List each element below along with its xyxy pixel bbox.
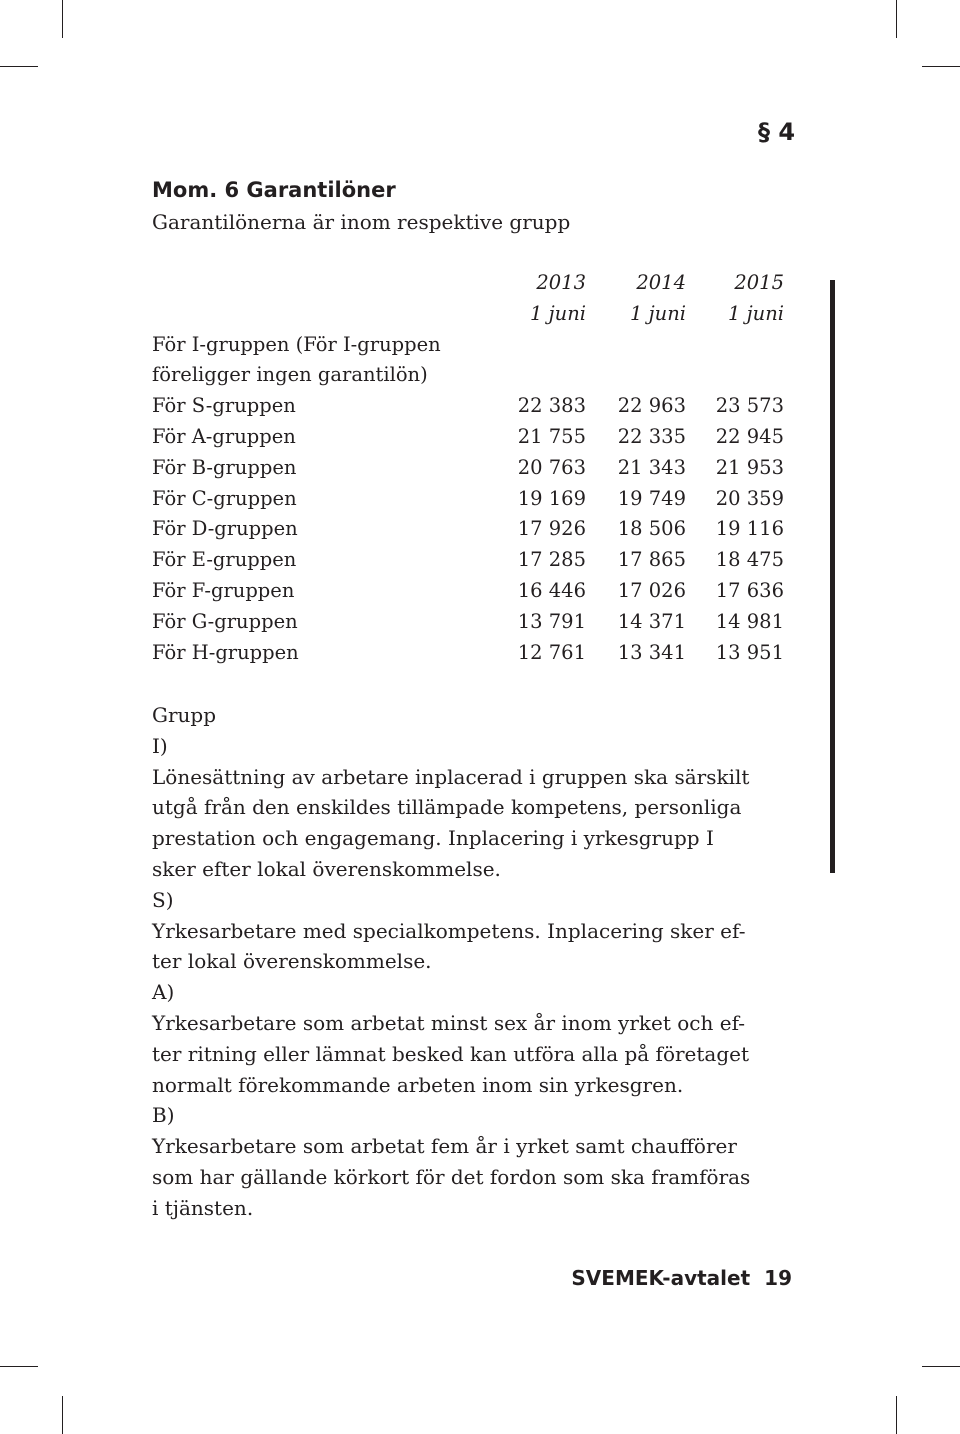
crop-mark-bottom-right-h [922, 1366, 960, 1367]
row-label: För B-gruppen [152, 455, 297, 479]
body-line: Yrkesarbetare som arbetat minst sex år inom yrket och ef- [152, 1010, 746, 1035]
row-value: 21 343 [617, 455, 686, 479]
row-value: 19 116 [715, 517, 784, 541]
row-value: 17 926 [517, 517, 586, 541]
body-line: prestation och engagemang. Inplacering i yrkesgrupp I [152, 826, 714, 851]
footer-title: SVEMEK-avtalet [571, 1266, 751, 1290]
row-value: 22 963 [617, 394, 686, 418]
table-note [152, 330, 792, 361]
row-value: 20 763 [517, 455, 586, 479]
table-row [152, 607, 792, 638]
table-row [152, 391, 792, 422]
body-line: som har gällande körkort för det fordon som ska framföras [152, 1164, 751, 1189]
crop-mark-top-right [896, 0, 897, 38]
note-line: föreligger ingen garantilön) [152, 363, 428, 387]
row-label: För E-gruppen [152, 548, 297, 572]
page-footer [571, 1266, 792, 1290]
header-date: 1 juni [629, 301, 686, 325]
row-value: 22 945 [715, 424, 784, 448]
row-value: 17 865 [617, 548, 686, 572]
table-row [152, 453, 792, 484]
row-value: 16 446 [517, 578, 586, 602]
page-number: 19 [764, 1266, 792, 1290]
row-value: 20 359 [715, 486, 784, 510]
crop-mark-top-right-h [922, 66, 960, 67]
body-line: sker efter lokal överenskommelse. [152, 856, 501, 881]
row-value: 18 506 [617, 517, 686, 541]
table-note [152, 360, 792, 391]
row-value: 21 953 [715, 455, 784, 479]
row-value: 21 755 [517, 424, 586, 448]
body-line: I) [152, 733, 168, 758]
table-row [152, 576, 792, 607]
row-value: 22 335 [617, 424, 686, 448]
row-value: 13 951 [715, 640, 784, 664]
crop-mark-bottom-left [62, 1396, 63, 1434]
row-value: 17 636 [715, 578, 784, 602]
intro-text: Garantilönerna är inom respektive grupp [152, 210, 571, 234]
header-date: 1 juni [529, 301, 586, 325]
note-line: För I-gruppen (För I-gruppen [152, 332, 441, 356]
row-label: För D-gruppen [152, 517, 298, 541]
body-line: A) [152, 980, 175, 1005]
row-value: 19 749 [617, 486, 686, 510]
row-label: För H-gruppen [152, 640, 299, 664]
section-mark: § 4 [758, 118, 796, 146]
crop-mark-top-left-h [0, 66, 38, 67]
row-label: För F-gruppen [152, 578, 295, 602]
body-line: S) [152, 887, 174, 912]
row-value: 18 475 [715, 548, 784, 572]
body-line: utgå från den enskildes tillämpade kompetens, personliga [152, 795, 742, 820]
body-line: ter ritning eller lämnat besked kan utföra alla på företaget [152, 1041, 750, 1066]
table-row [152, 638, 792, 669]
table-row [152, 422, 792, 453]
body-line: ter lokal överenskommelse. [152, 949, 432, 974]
header-year: 2014 [636, 271, 686, 294]
table-header-dates [152, 299, 792, 330]
row-label: För S-gruppen [152, 394, 296, 418]
header-year: 2015 [734, 271, 784, 294]
row-value: 17 285 [517, 548, 586, 572]
row-label: För C-gruppen [152, 486, 297, 510]
table-header-years [152, 268, 792, 299]
body-line: normalt förekommande arbeten inom sin yrkesgren. [152, 1072, 684, 1097]
crop-mark-bottom-right [896, 1396, 897, 1434]
row-value: 23 573 [715, 394, 784, 418]
row-value: 13 341 [617, 640, 686, 664]
table-row [152, 514, 792, 545]
row-value: 17 026 [617, 578, 686, 602]
table-row [152, 484, 792, 515]
table-row [152, 545, 792, 576]
body-line: Yrkesarbetare som arbetat fem år i yrket samt chaufförer [152, 1134, 737, 1159]
body-line: Lönesättning av arbetare inplacerad i gruppen ska särskilt [152, 764, 750, 789]
crop-mark-top-left [62, 0, 63, 38]
body-line: i tjänsten. [152, 1195, 254, 1220]
row-value: 19 169 [517, 486, 586, 510]
row-value: 22 383 [517, 394, 586, 418]
page-heading: Mom. 6 Garantilöner [152, 178, 396, 202]
row-value: 14 371 [617, 609, 686, 633]
row-value: 14 981 [715, 609, 784, 633]
body-line: B) [152, 1103, 175, 1128]
change-bar [830, 280, 835, 873]
body-line: Yrkesarbetare med specialkompetens. Inplacering sker ef- [152, 918, 746, 943]
row-label: För A-gruppen [152, 424, 296, 448]
body-line: Grupp [152, 703, 217, 727]
wage-table [152, 268, 792, 668]
crop-mark-bottom-left-h [0, 1366, 38, 1367]
row-value: 13 791 [517, 609, 586, 633]
header-year: 2013 [536, 271, 586, 294]
header-date: 1 juni [727, 301, 784, 325]
group-descriptions [152, 700, 792, 1224]
row-label: För G-gruppen [152, 609, 298, 633]
row-value: 12 761 [517, 640, 586, 664]
